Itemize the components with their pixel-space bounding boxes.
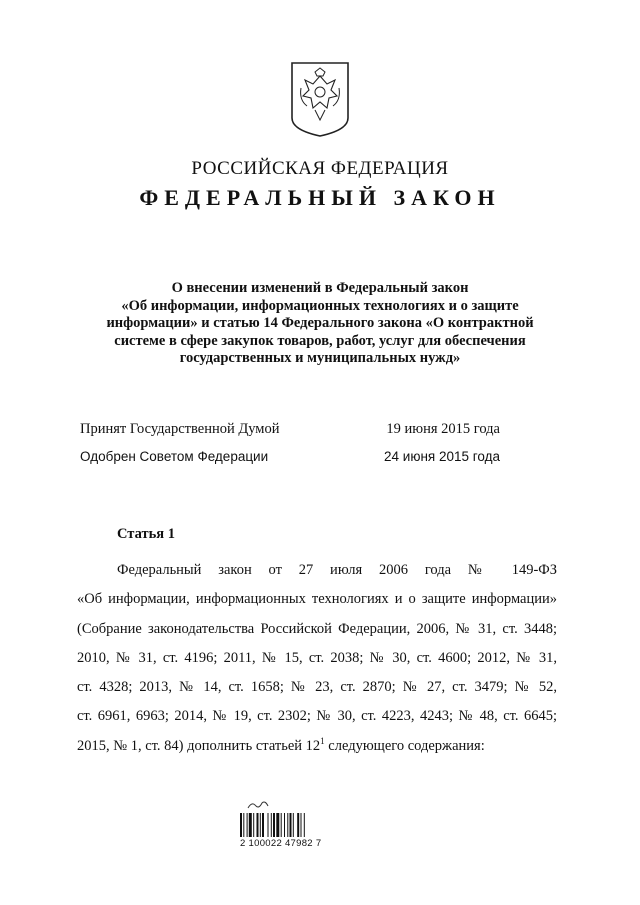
barcode-bar [247,813,248,837]
article-line: (Собрание законодательства Российской Федерации, 2006, № 31, ст. 3448; [77,620,557,637]
handwritten-mark-icon [247,800,269,810]
barcode-bar [240,813,242,837]
barcode-bar [260,813,261,837]
adoption-council-label: Одобрен Советом Федерации [80,449,269,464]
barcode-bar [301,813,302,837]
barcode-bar [304,813,305,837]
barcode-bar [297,813,299,837]
barcode-icon [240,813,330,837]
barcode-bar [268,813,269,837]
article-line: ст. 4328; 2013, № 14, ст. 1658; № 23, ст. 2870; № 27, ст. 3479; № 52, [77,679,557,696]
law-title-line: «Об информации, информационных технологиях и о защите [121,297,519,314]
barcode-bar [281,813,282,837]
barcode-bar [287,813,288,837]
law-title-line: системе в сфере закупок товаров, работ, услуг для обеспечения [114,332,526,349]
article-line: «Об информации, информационных технологиях и о защите информации» [77,591,557,608]
superscript: 1 [320,735,325,746]
barcode-bar [284,813,285,837]
adoption-council-date: 24 июня 2015 года [384,449,500,464]
article-line-text: 2015, № 1, ст. 84) дополнить статьей 12 [77,737,321,754]
barcode-bar [257,813,259,837]
barcode-bar [262,813,264,837]
article-heading: Статья 1 [117,526,175,542]
article-body [77,556,557,761]
barcode-bar [293,813,294,837]
article-line-tail: следующего содержания: [324,737,485,754]
law-title [90,280,550,368]
coat-of-arms-icon [289,60,351,138]
barcode-bar [243,813,244,837]
adoption-duma-date: 19 июня 2015 года [386,421,500,437]
article-line: Федеральный закон от 27 июля 2006 года № 149-ФЗ [117,562,557,578]
barcode-bar [276,813,279,837]
barcode-bar [271,813,272,837]
barcode-bar [273,813,275,837]
article-line-last [77,732,557,761]
barcode-bar [290,813,292,837]
adoption-duma-label: Принят Государственной Думой [80,421,280,437]
country-name: РОССИЙСКАЯ ФЕДЕРАЦИЯ [191,158,449,179]
barcode-bar [253,813,254,837]
document-type: ФЕДЕРАЛЬНЫЙ ЗАКОН [139,185,501,210]
article-line: ст. 6961, 6963; 2014, № 19, ст. 2302; № 30, ст. 4223, 4243; № 48, ст. 6645; [77,708,557,725]
law-title-line: информации» и статью 14 Федерального закона «О контрактной [106,315,534,331]
article-line: 2010, № 31, ст. 4196; 2011, № 15, ст. 2038; № 30, ст. 4600; 2012, № 31, [77,649,557,666]
barcode-number: 2 100022 47982 7 [240,838,322,849]
barcode-bar [249,813,252,837]
law-title-line: государственных и муниципальных нужд» [179,350,461,366]
law-title-line: О внесении изменений в Федеральный закон [171,280,469,296]
